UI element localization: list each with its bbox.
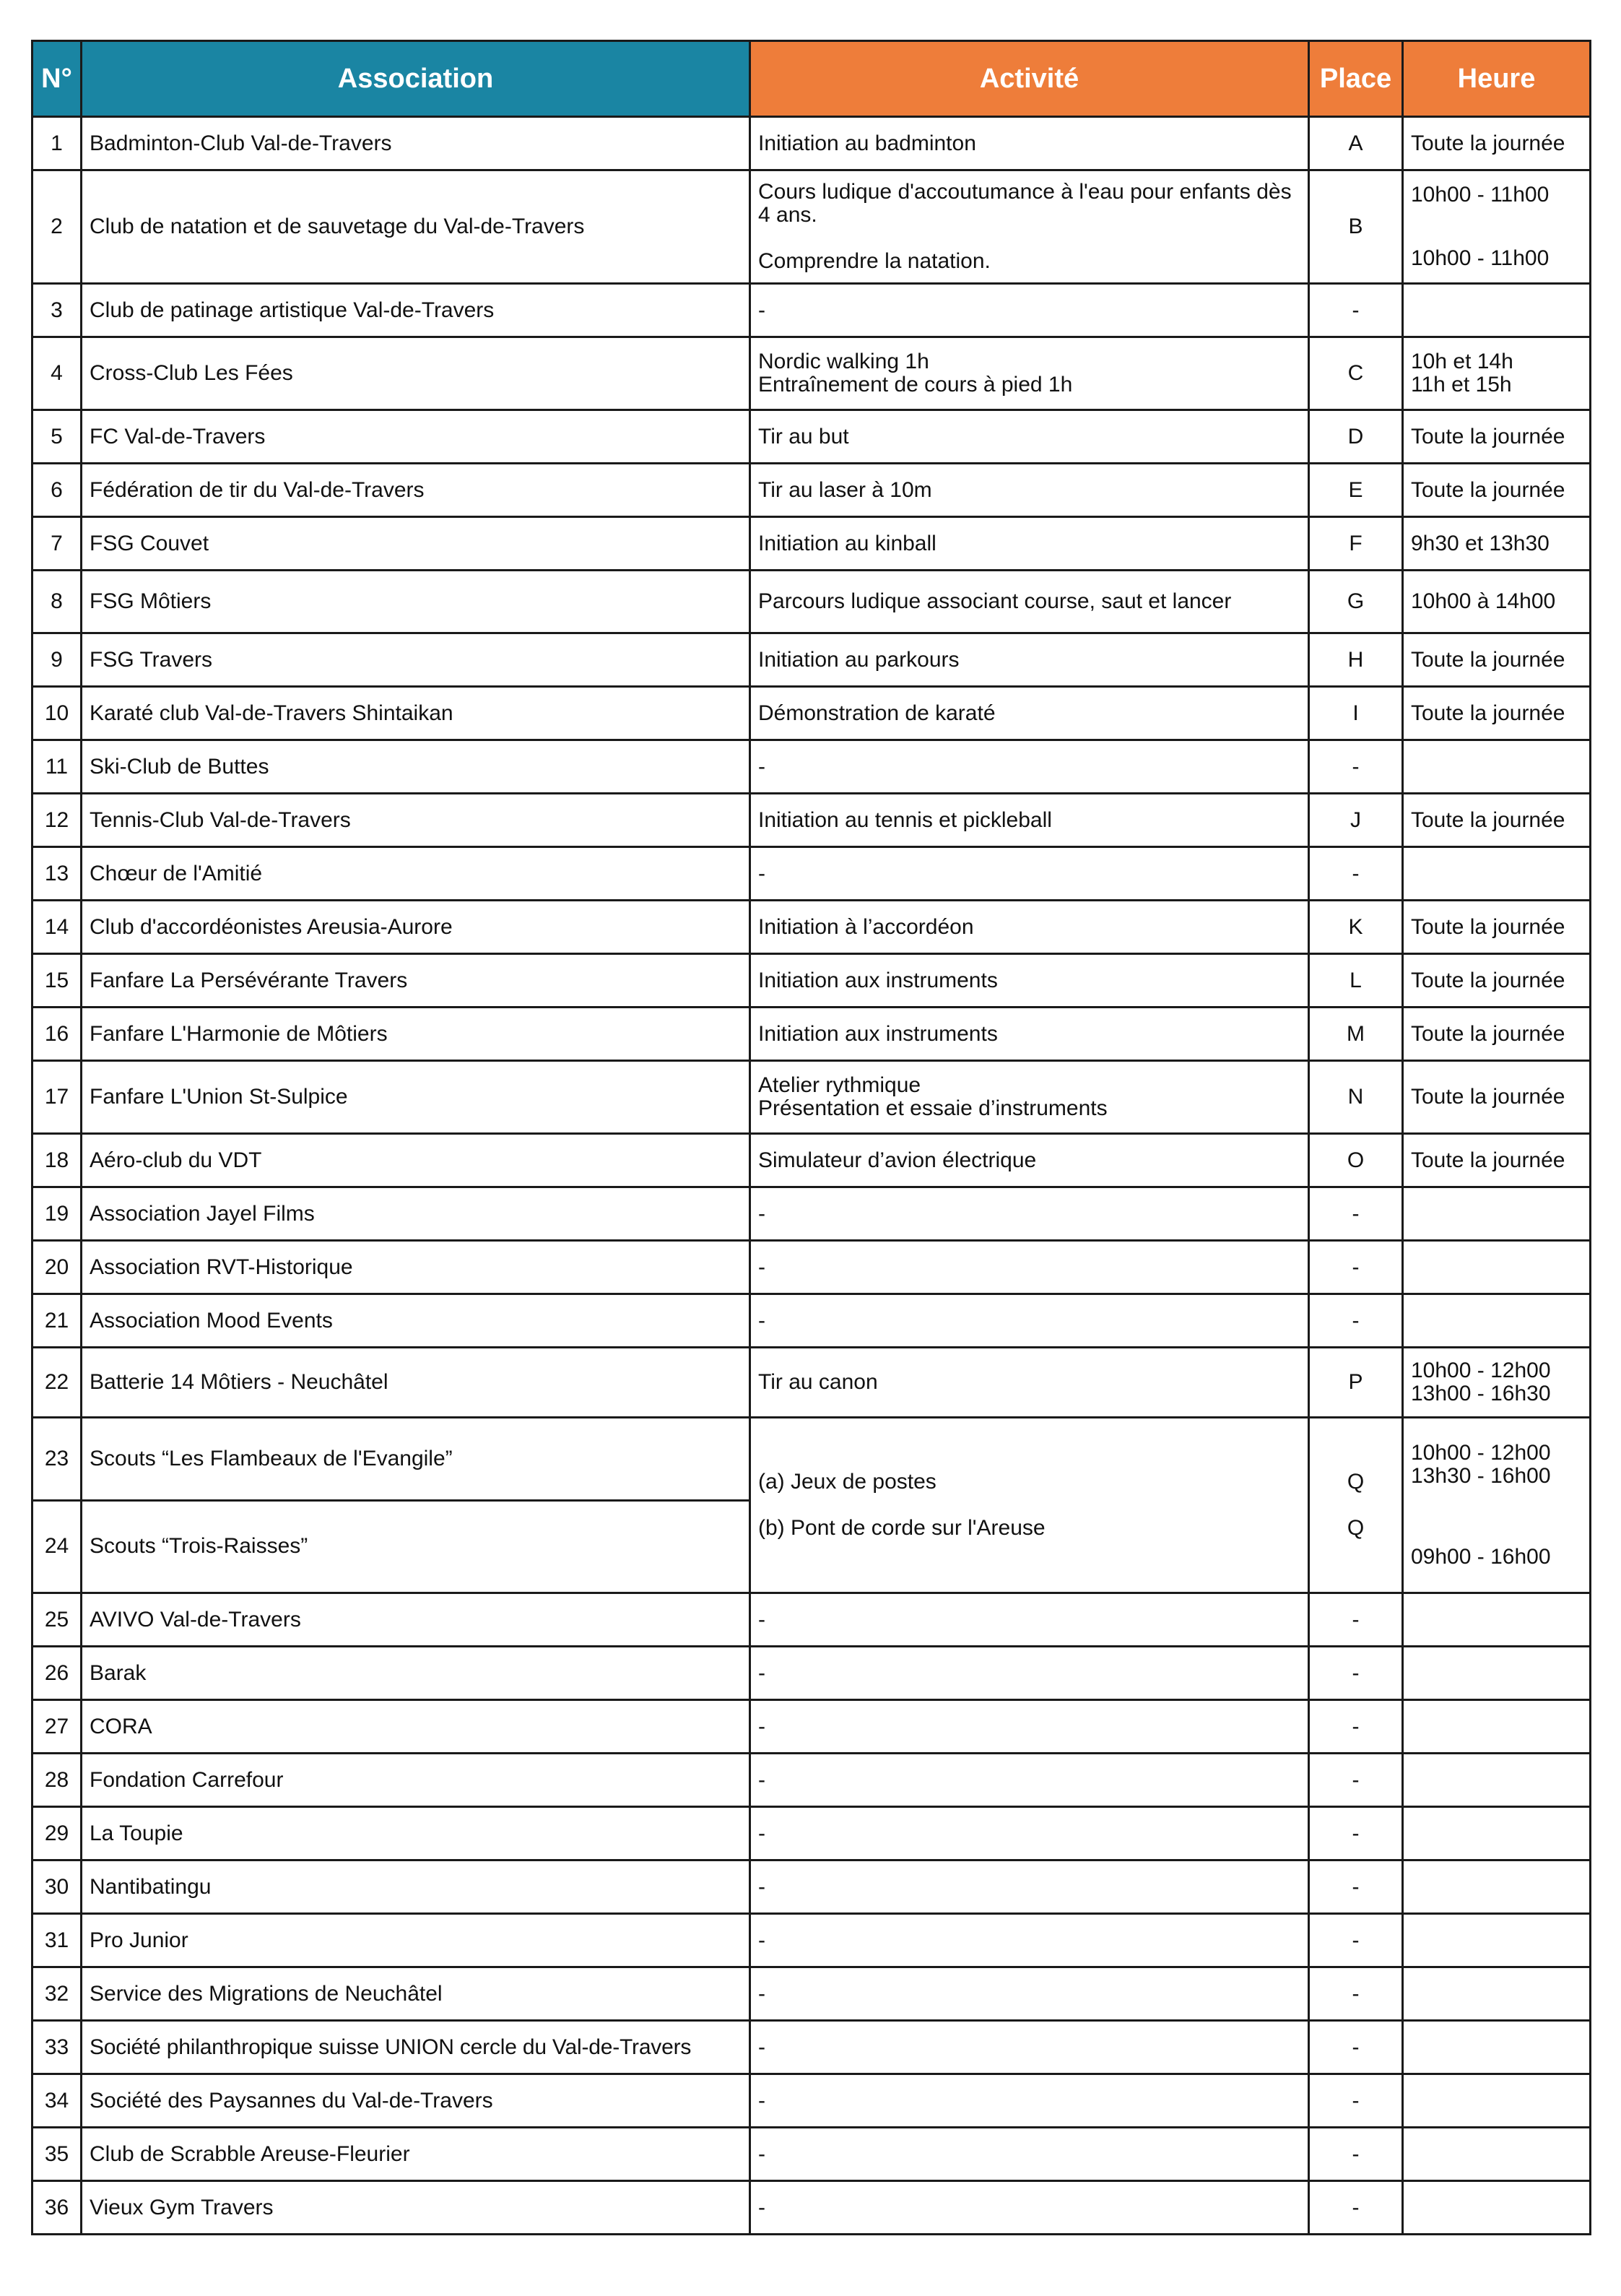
header-place: Place — [1309, 41, 1403, 117]
table-row — [32, 1807, 1591, 1860]
table-row — [32, 1754, 1591, 1807]
place-line: Q — [1347, 1470, 1365, 1494]
row-place: M — [1309, 1008, 1403, 1061]
row-association: Karaté club Val-de-Travers Shintaikan — [82, 687, 750, 740]
row-number: 1 — [32, 117, 82, 170]
row-activity: Initiation aux instruments — [750, 1008, 1309, 1061]
row-activity — [750, 170, 1309, 284]
row-activity: - — [750, 1294, 1309, 1348]
row-association: Association Jayel Films — [82, 1187, 750, 1241]
table-row — [32, 1061, 1591, 1134]
table-row — [32, 2021, 1591, 2074]
row-association: Fanfare La Persévérante Travers — [82, 954, 750, 1008]
row-number: 30 — [32, 1860, 82, 1914]
row-number: 3 — [32, 284, 82, 337]
row-activity: - — [750, 284, 1309, 337]
row-place: - — [1309, 2181, 1403, 2235]
row-number: 11 — [32, 740, 82, 794]
row-number: 8 — [32, 571, 82, 633]
row-place: H — [1309, 633, 1403, 687]
time-line: 10h00 - 12h00 13h30 - 16h00 — [1411, 1441, 1551, 1488]
row-place: O — [1309, 1134, 1403, 1187]
row-time: Toute la journée — [1403, 1008, 1591, 1061]
row-activity: - — [750, 2074, 1309, 2128]
row-number: 35 — [32, 2128, 82, 2181]
row-number: 14 — [32, 901, 82, 954]
row-number: 7 — [32, 517, 82, 571]
row-time — [1403, 1593, 1591, 1647]
table-header-row — [32, 41, 1591, 117]
row-association: Scouts “Les Flambeaux de l'Evangile” — [82, 1418, 750, 1501]
row-activity: - — [750, 1754, 1309, 1807]
row-place: I — [1309, 687, 1403, 740]
row-number: 26 — [32, 1647, 82, 1700]
table-row — [32, 2074, 1591, 2128]
row-number: 24 — [32, 1500, 82, 1593]
row-number: 16 — [32, 1008, 82, 1061]
row-activity: Initiation au badminton — [750, 117, 1309, 170]
row-time: Toute la journée — [1403, 1061, 1591, 1134]
row-number: 5 — [32, 410, 82, 464]
row-place: - — [1309, 284, 1403, 337]
table-row — [32, 337, 1591, 410]
time-line: 09h00 - 16h00 — [1411, 1545, 1551, 1569]
row-number: 34 — [32, 2074, 82, 2128]
header-number: N° — [32, 41, 82, 117]
row-association: Fondation Carrefour — [82, 1754, 750, 1807]
activity-line: (b) Pont de corde sur l'Areuse — [758, 1516, 1046, 1540]
association-schedule-table — [31, 40, 1591, 2235]
row-association: Club d'accordéonistes Areusia-Aurore — [82, 901, 750, 954]
row-place: - — [1309, 1294, 1403, 1348]
row-association: Fanfare L'Harmonie de Môtiers — [82, 1008, 750, 1061]
table-row — [32, 1348, 1591, 1418]
row-association: Batterie 14 Môtiers - Neuchâtel — [82, 1348, 750, 1418]
row-activity: - — [750, 1241, 1309, 1294]
table-row — [32, 740, 1591, 794]
row-time: 9h30 et 13h30 — [1403, 517, 1591, 571]
row-activity: - — [750, 1967, 1309, 2021]
row-association: FC Val-de-Travers — [82, 410, 750, 464]
table-row — [32, 794, 1591, 847]
row-activity: - — [750, 740, 1309, 794]
row-number: 9 — [32, 633, 82, 687]
row-time: Toute la journée — [1403, 901, 1591, 954]
row-activity: - — [750, 1187, 1309, 1241]
row-number: 10 — [32, 687, 82, 740]
row-number: 4 — [32, 337, 82, 410]
row-association: Club de natation et de sauvetage du Val-de-Travers — [82, 170, 750, 284]
row-association: Association Mood Events — [82, 1294, 750, 1348]
row-time — [1403, 1914, 1591, 1967]
row-place: B — [1309, 170, 1403, 284]
row-time — [1403, 1967, 1591, 2021]
row-time: Toute la journée — [1403, 1134, 1591, 1187]
row-number: 33 — [32, 2021, 82, 2074]
table-row — [32, 1187, 1591, 1241]
row-association: Cross-Club Les Fées — [82, 337, 750, 410]
row-association: Société des Paysannes du Val-de-Travers — [82, 2074, 750, 2128]
row-place: F — [1309, 517, 1403, 571]
table-row — [32, 284, 1591, 337]
row-association: FSG Travers — [82, 633, 750, 687]
row-activity: - — [750, 1593, 1309, 1647]
row-number: 22 — [32, 1348, 82, 1418]
table-row — [32, 117, 1591, 170]
row-place: - — [1309, 847, 1403, 901]
row-time: Toute la journée — [1403, 687, 1591, 740]
table-row — [32, 1241, 1591, 1294]
table-row — [32, 571, 1591, 633]
row-association: Badminton-Club Val-de-Travers — [82, 117, 750, 170]
row-number: 36 — [32, 2181, 82, 2235]
row-time — [1403, 1754, 1591, 1807]
row-activity: - — [750, 1860, 1309, 1914]
row-time: 10h et 14h 11h et 15h — [1403, 337, 1591, 410]
row-activity: Initiation au tennis et pickleball — [750, 794, 1309, 847]
row-association: Nantibatingu — [82, 1860, 750, 1914]
row-time — [1403, 2128, 1591, 2181]
header-activity: Activité — [750, 41, 1309, 117]
row-place: - — [1309, 2074, 1403, 2128]
row-place: - — [1309, 1187, 1403, 1241]
row-association: FSG Couvet — [82, 517, 750, 571]
row-association: Société philanthropique suisse UNION cercle du Val-de-Travers — [82, 2021, 750, 2074]
row-time — [1403, 1860, 1591, 1914]
row-number: 23 — [32, 1418, 82, 1501]
row-time-merged — [1403, 1418, 1591, 1593]
row-time — [1403, 1647, 1591, 1700]
row-place: P — [1309, 1348, 1403, 1418]
row-association: Fanfare L'Union St-Sulpice — [82, 1061, 750, 1134]
row-activity: Parcours ludique associant course, saut et lancer — [750, 571, 1309, 633]
header-time: Heure — [1403, 41, 1591, 117]
row-association: Pro Junior — [82, 1914, 750, 1967]
row-association: FSG Môtiers — [82, 571, 750, 633]
row-activity: Initiation au parkours — [750, 633, 1309, 687]
row-place: K — [1309, 901, 1403, 954]
table-row — [32, 1914, 1591, 1967]
row-activity-merged — [750, 1418, 1309, 1593]
row-time — [1403, 2181, 1591, 2235]
row-association: Ski-Club de Buttes — [82, 740, 750, 794]
time-line: 10h00 - 11h00 — [1411, 246, 1550, 270]
row-number: 12 — [32, 794, 82, 847]
table-row — [32, 633, 1591, 687]
row-association: Service des Migrations de Neuchâtel — [82, 1967, 750, 2021]
activity-line: Cours ludique d'accoutumance à l'eau pour enfants dès 4 ans. — [758, 180, 1292, 227]
row-number: 27 — [32, 1700, 82, 1754]
row-place: - — [1309, 2128, 1403, 2181]
row-place: D — [1309, 410, 1403, 464]
row-time — [1403, 1294, 1591, 1348]
row-time: Toute la journée — [1403, 794, 1591, 847]
row-time — [1403, 847, 1591, 901]
row-place-merged — [1309, 1418, 1403, 1593]
table-row — [32, 1967, 1591, 2021]
row-time — [1403, 170, 1591, 284]
row-place: A — [1309, 117, 1403, 170]
table-row — [32, 1294, 1591, 1348]
row-place: - — [1309, 740, 1403, 794]
row-number: 25 — [32, 1593, 82, 1647]
row-time — [1403, 1700, 1591, 1754]
row-time: Toute la journée — [1403, 410, 1591, 464]
row-number: 29 — [32, 1807, 82, 1860]
row-association: Scouts “Trois-Raisses” — [82, 1500, 750, 1593]
activity-line: (a) Jeux de postes — [758, 1470, 936, 1494]
row-number: 6 — [32, 464, 82, 517]
table-row — [32, 847, 1591, 901]
row-place: - — [1309, 1754, 1403, 1807]
place-line: Q — [1347, 1516, 1365, 1540]
row-association: AVIVO Val-de-Travers — [82, 1593, 750, 1647]
row-place: - — [1309, 1700, 1403, 1754]
row-number: 13 — [32, 847, 82, 901]
row-activity: - — [750, 1914, 1309, 1967]
row-activity: Simulateur d’avion électrique — [750, 1134, 1309, 1187]
table-row — [32, 464, 1591, 517]
row-activity: - — [750, 1807, 1309, 1860]
row-activity: - — [750, 2021, 1309, 2074]
table-row — [32, 1134, 1591, 1187]
row-number: 2 — [32, 170, 82, 284]
row-activity: Tir au but — [750, 410, 1309, 464]
row-place: L — [1309, 954, 1403, 1008]
row-association: Club de Scrabble Areuse-Fleurier — [82, 2128, 750, 2181]
row-activity: Atelier rythmique Présentation et essaie d’instruments — [750, 1061, 1309, 1134]
row-place: - — [1309, 1860, 1403, 1914]
row-time — [1403, 284, 1591, 337]
table-row — [32, 954, 1591, 1008]
row-association: La Toupie — [82, 1807, 750, 1860]
row-place: - — [1309, 1914, 1403, 1967]
time-line: 10h00 - 11h00 — [1411, 183, 1550, 207]
row-place: J — [1309, 794, 1403, 847]
row-number: 32 — [32, 1967, 82, 2021]
row-association: Club de patinage artistique Val-de-Travers — [82, 284, 750, 337]
table-row — [32, 517, 1591, 571]
row-association: Tennis-Club Val-de-Travers — [82, 794, 750, 847]
row-place: - — [1309, 1593, 1403, 1647]
row-activity: Nordic walking 1h Entraînement de cours à pied 1h — [750, 337, 1309, 410]
row-place: C — [1309, 337, 1403, 410]
row-number: 21 — [32, 1294, 82, 1348]
row-time — [1403, 1241, 1591, 1294]
row-association: Fédération de tir du Val-de-Travers — [82, 464, 750, 517]
table-row — [32, 1700, 1591, 1754]
table-row — [32, 687, 1591, 740]
row-number: 17 — [32, 1061, 82, 1134]
row-association: Association RVT-Historique — [82, 1241, 750, 1294]
row-number: 31 — [32, 1914, 82, 1967]
row-number: 20 — [32, 1241, 82, 1294]
row-activity: - — [750, 2128, 1309, 2181]
row-activity: - — [750, 847, 1309, 901]
row-time — [1403, 2021, 1591, 2074]
row-place: E — [1309, 464, 1403, 517]
row-activity: Tir au laser à 10m — [750, 464, 1309, 517]
table-row — [32, 901, 1591, 954]
table-row — [32, 1647, 1591, 1700]
table-row — [32, 2181, 1591, 2235]
row-number: 18 — [32, 1134, 82, 1187]
activity-line: Comprendre la natation. — [758, 249, 991, 273]
row-time — [1403, 2074, 1591, 2128]
row-place: - — [1309, 1647, 1403, 1700]
row-association: Aéro-club du VDT — [82, 1134, 750, 1187]
row-activity: Démonstration de karaté — [750, 687, 1309, 740]
row-association: Barak — [82, 1647, 750, 1700]
table-row — [32, 410, 1591, 464]
row-number: 19 — [32, 1187, 82, 1241]
table-row — [32, 1008, 1591, 1061]
row-place: - — [1309, 1807, 1403, 1860]
table-row — [32, 1418, 1591, 1501]
row-place: - — [1309, 1967, 1403, 2021]
row-time: Toute la journée — [1403, 954, 1591, 1008]
row-time — [1403, 1807, 1591, 1860]
row-association: Chœur de l'Amitié — [82, 847, 750, 901]
row-activity: Initiation aux instruments — [750, 954, 1309, 1008]
table-row — [32, 170, 1591, 284]
row-place: G — [1309, 571, 1403, 633]
row-time: Toute la journée — [1403, 633, 1591, 687]
row-association: CORA — [82, 1700, 750, 1754]
row-time: Toute la journée — [1403, 117, 1591, 170]
row-time: Toute la journée — [1403, 464, 1591, 517]
row-number: 15 — [32, 954, 82, 1008]
table-row — [32, 2128, 1591, 2181]
row-place: - — [1309, 2021, 1403, 2074]
row-time: 10h00 - 12h00 13h00 - 16h30 — [1403, 1348, 1591, 1418]
row-activity: Initiation au kinball — [750, 517, 1309, 571]
row-activity: - — [750, 1647, 1309, 1700]
row-activity: - — [750, 2181, 1309, 2235]
table-row — [32, 1593, 1591, 1647]
table-row — [32, 1860, 1591, 1914]
row-time — [1403, 1187, 1591, 1241]
row-place: N — [1309, 1061, 1403, 1134]
row-number: 28 — [32, 1754, 82, 1807]
row-activity: Tir au canon — [750, 1348, 1309, 1418]
header-association: Association — [82, 41, 750, 117]
row-place: - — [1309, 1241, 1403, 1294]
row-association: Vieux Gym Travers — [82, 2181, 750, 2235]
row-activity: Initiation à l’accordéon — [750, 901, 1309, 954]
row-time — [1403, 740, 1591, 794]
row-time: 10h00 à 14h00 — [1403, 571, 1591, 633]
row-activity: - — [750, 1700, 1309, 1754]
